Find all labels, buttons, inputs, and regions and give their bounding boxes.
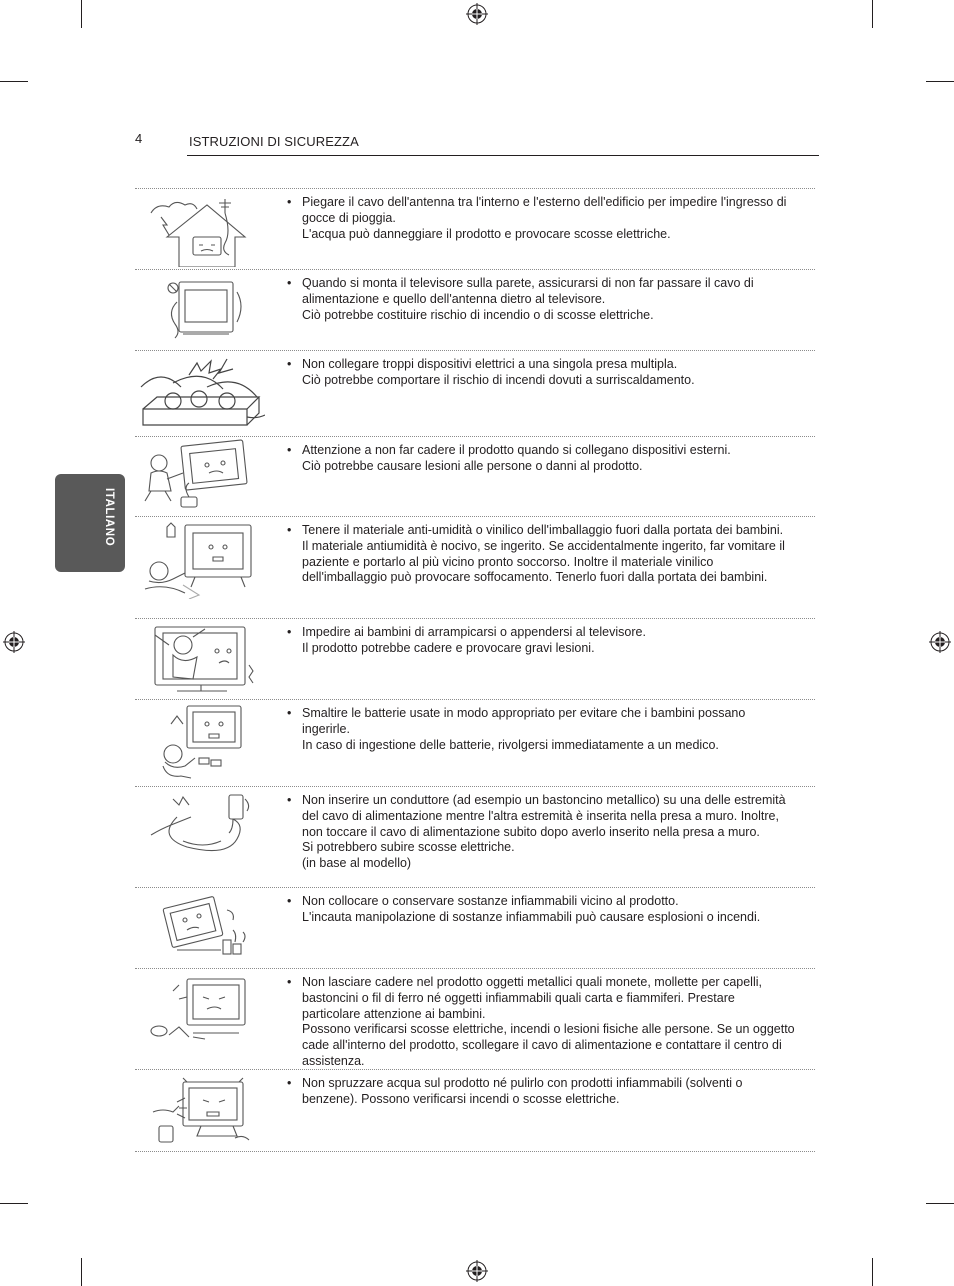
safety-item: [135, 516, 815, 619]
crop-mark: [81, 1258, 82, 1286]
flammable-substances-icon: [137, 890, 257, 966]
item-line: L'incauta manipolazione di sostanze infiammabili può causare esplosioni o incendi.: [302, 909, 761, 924]
section-title: ISTRUZIONI DI SICUREZZA: [189, 134, 359, 149]
safety-item: [135, 786, 815, 888]
bullet-icon: •: [287, 793, 292, 807]
water-spray-cleaning-icon: [137, 1072, 257, 1148]
bullet-icon: •: [287, 443, 292, 457]
item-line: Impedire ai bambini di arrampicarsi o appendersi al televisore.: [302, 625, 646, 639]
item-line: L'acqua può danneggiare il prodotto e provocare scosse elettriche.: [302, 226, 671, 241]
item-line: Non collegare troppi dispositivi elettrici a una singola presa multipla.: [302, 357, 678, 371]
safety-item: [135, 436, 815, 517]
child-climbing-tv-icon: [137, 621, 257, 697]
page-number: 4: [135, 131, 143, 146]
safety-item: [135, 350, 815, 437]
crop-mark: [872, 0, 873, 28]
safety-item: [135, 269, 815, 351]
bullet-icon: •: [287, 195, 292, 209]
crop-mark: [926, 81, 954, 82]
item-line: Si potrebbero subire scosse elettriche.: [302, 840, 515, 855]
safety-item: [135, 887, 815, 969]
item-line: Piegare il cavo dell'antenna tra l'interno e l'esterno dell'edificio per impedire l'ingresso di gocce di pioggia.: [302, 195, 787, 225]
bullet-icon: •: [287, 357, 292, 371]
crop-mark: [0, 1203, 28, 1204]
bullet-icon: •: [287, 975, 292, 989]
language-tab-label: ITALIANO: [103, 488, 115, 547]
bullet-icon: •: [287, 706, 292, 720]
item-text: [287, 706, 796, 753]
item-line: Non collocare o conservare sostanze infiammabili vicino al prodotto.: [302, 894, 679, 908]
item-line: Non lasciare cadere nel prodotto oggetti metallici quali monete, mollette per capelli, bastoncini o fil di ferro né oggetti infiammabili quali carta e fiammiferi. Prestare particolare attenzione ai bambini.: [302, 975, 762, 1021]
registration-mark-icon: [466, 3, 488, 25]
item-text: [287, 195, 796, 242]
safety-item: [135, 1069, 815, 1152]
item-line: Non inserire un conduttore (ad esempio un bastoncino metallico) su una delle estremità del cavo di alimentazione mentre l'altra estremità è inserita nella presa a muro. Inoltre, non toccare il cavo di alimentazione subito dopo averlo inserito nella presa a muro.: [302, 793, 786, 839]
item-line: In caso di ingestione delle batterie, rivolgersi immediatamente a un medico.: [302, 737, 719, 752]
header-divider: [187, 155, 819, 156]
safety-item: [135, 699, 815, 787]
item-line: Il prodotto potrebbe cadere e provocare gravi lesioni.: [302, 640, 595, 655]
wall-mount-cable-icon: [137, 272, 257, 348]
safety-item: [135, 188, 815, 270]
item-line: (in base al modello): [302, 856, 412, 871]
bullet-icon: •: [287, 894, 292, 908]
item-line: Ciò potrebbe costituire rischio di incendio o di scosse elettriche.: [302, 307, 654, 322]
crop-mark: [926, 1203, 954, 1204]
item-line: Non spruzzare acqua sul prodotto né pulirlo con prodotti infiammabili (solventi o benzene). Possono verificarsi incendi o scosse elettriche.: [302, 1076, 743, 1106]
bullet-icon: •: [287, 276, 292, 290]
item-text: [287, 793, 796, 872]
item-text: [287, 523, 796, 586]
item-line: Smaltire le batterie usate in modo appropriato per evitare che i bambini possano ingerirle.: [302, 706, 746, 736]
overloaded-power-strip-icon: [137, 353, 265, 435]
item-line: Ciò potrebbe causare lesioni alle persone o danni al prodotto.: [302, 458, 643, 473]
tv-falling-external-device-icon: [137, 439, 257, 515]
metal-objects-falling-icon: [137, 971, 257, 1051]
item-text: [287, 894, 796, 926]
item-text: [287, 1076, 796, 1108]
safety-item: [135, 968, 815, 1070]
metal-conductor-plug-icon: [137, 789, 257, 869]
crop-mark: [0, 81, 28, 82]
bullet-icon: •: [287, 523, 292, 537]
item-line: Il materiale antiumidità è nocivo, se ingerito. Se accidentalmente ingerito, far vomitare il paziente e portarlo al più vicino pronto soccorso. Inoltre il materiale vinilico dell'imballaggio può provocare soffocamento. Tenerlo fuori dalla portata dei bambini.: [302, 538, 785, 585]
item-line: Possono verificarsi scosse elettriche, incendi o lesioni fisiche alle persone. Se un oggetto cade all'interno del prodotto, scollegare il cavo di alimentazione e contattare il centro di assistenza.: [302, 1022, 795, 1068]
item-text: [287, 625, 796, 657]
item-text: [287, 443, 796, 475]
item-text: [287, 357, 796, 389]
safety-item: [135, 618, 815, 700]
child-batteries-icon: [137, 702, 257, 784]
bullet-icon: •: [287, 625, 292, 639]
crop-mark: [81, 0, 82, 28]
antenna-cable-house-icon: [137, 191, 257, 267]
item-text: [287, 276, 796, 323]
item-line: Ciò potrebbe comportare il rischio di incendi dovuti a surriscaldamento.: [302, 372, 695, 387]
registration-mark-icon: [3, 631, 25, 653]
bullet-icon: •: [287, 1076, 292, 1090]
item-text: [287, 975, 796, 1070]
child-packaging-icon: [137, 519, 261, 599]
item-line: Quando si monta il televisore sulla parete, assicurarsi di non far passare il cavo di alimentazione e quello dell'antenna dietro al televisore.: [302, 276, 754, 306]
item-line: Tenere il materiale anti-umidità o vinilico dell'imballaggio fuori dalla portata dei bambini.: [302, 523, 784, 537]
crop-mark: [872, 1258, 873, 1286]
registration-mark-icon: [466, 1260, 488, 1282]
registration-mark-icon: [929, 631, 951, 653]
item-line: Attenzione a non far cadere il prodotto quando si collegano dispositivi esterni.: [302, 443, 731, 457]
language-side-tab: [55, 474, 125, 572]
